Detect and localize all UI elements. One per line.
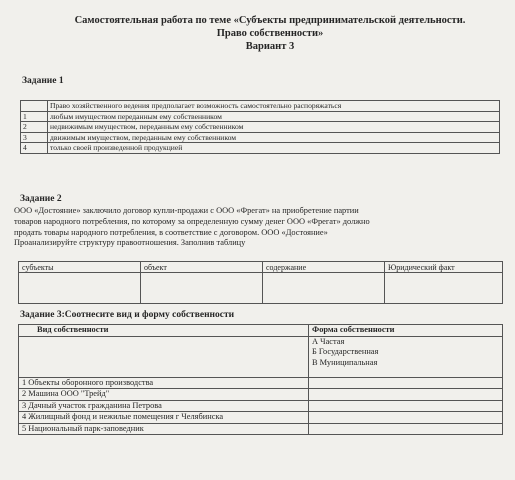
answer-cell[interactable] (263, 273, 385, 304)
task1-option-row[interactable] (21, 132, 500, 143)
task2-answer-row (19, 273, 503, 304)
option-text: недвижимым имуществом, переданным ему собственником (48, 122, 500, 133)
option-text: любым имуществом переданным ему собственником (48, 111, 500, 122)
option-number: 2 (21, 122, 48, 133)
task3-header-row (19, 325, 503, 337)
answer-cell[interactable] (19, 273, 141, 304)
task3-item-row (19, 389, 503, 401)
option-number: 1 (21, 111, 48, 122)
task1-question-row (21, 101, 500, 112)
column-legal-fact: Юридический факт (385, 262, 503, 273)
answer-cell[interactable] (141, 273, 263, 304)
form-option: А Частая (312, 336, 345, 346)
forms-list (309, 336, 503, 377)
task2-text (14, 206, 499, 249)
column-subjects: субъекты (19, 262, 141, 273)
task2-line: товаров народного потребления, по которому за определенную сумму денег ООО «Фрегат» должно (14, 216, 370, 226)
task2-table (18, 261, 503, 304)
task3-heading: Задание 3:Соотнесите вид и форму собственности (20, 310, 235, 320)
ownership-item: 1 Объекты оборонного производства (19, 377, 309, 389)
ownership-item: 2 Машина ООО "Трейд" (19, 389, 309, 401)
title-line-3: Вариант 3 (245, 41, 295, 52)
task1-option-row[interactable] (21, 143, 500, 154)
task2-line: Проанализируйте структуру правоотношения. Заполнив таблицу (14, 238, 246, 248)
task3-item-row (19, 400, 503, 412)
task3-item-row (19, 377, 503, 389)
task3-item-row (19, 412, 503, 424)
option-text: движимым имуществом, переданным ему собственником (48, 132, 500, 143)
title-line-1: Самостоятельная работа по теме «Субъекты предпринимательской деятельности. (74, 15, 466, 26)
answer-cell[interactable] (309, 412, 503, 424)
document-title (60, 14, 480, 53)
column-form: Форма собственности (309, 325, 503, 337)
answer-cell[interactable] (309, 389, 503, 401)
task3-table (18, 324, 503, 435)
column-type: Вид собственности (19, 325, 309, 337)
task3-item-row (19, 423, 503, 435)
ownership-item: 5 Национальный парк-заповедник (19, 423, 309, 435)
column-content: содержание (263, 262, 385, 273)
answer-cell[interactable] (385, 273, 503, 304)
task3-forms-row (19, 336, 503, 377)
task2-header-row (19, 262, 503, 273)
task1-option-row[interactable] (21, 122, 500, 133)
task1-question: Право хозяйственного ведения предполагает возможность самостоятельно распоряжаться (48, 101, 500, 112)
task1-option-row[interactable] (21, 111, 500, 122)
task2-heading: Задание 2 (20, 194, 62, 204)
form-option: В Муниципальная (312, 357, 378, 367)
form-option: Б Государственная (312, 347, 379, 356)
ownership-item: 4 Жилищный фонд и нежилые помещения г Челябинска (19, 412, 309, 424)
answer-cell[interactable] (309, 400, 503, 412)
column-object: объект (141, 262, 263, 273)
answer-cell[interactable] (309, 423, 503, 435)
task1-heading: Задание 1 (22, 76, 64, 86)
task2-line: продать товары народного потребления, в соответствие с договором. ООО «Достояние» (14, 227, 328, 237)
option-number: 4 (21, 143, 48, 154)
option-number: 3 (21, 132, 48, 143)
option-text: только своей произведенной продукцией (48, 143, 500, 154)
answer-cell[interactable] (309, 377, 503, 389)
task1-table (20, 100, 500, 154)
title-line-2: Право собственности» (216, 28, 324, 39)
ownership-item: 3 Дачный участок гражданина Петрова (19, 400, 309, 412)
task2-line: ООО «Достояние» заключило договор купли-продажи с ООО «Фрегат» на приобретение партии (14, 206, 359, 215)
